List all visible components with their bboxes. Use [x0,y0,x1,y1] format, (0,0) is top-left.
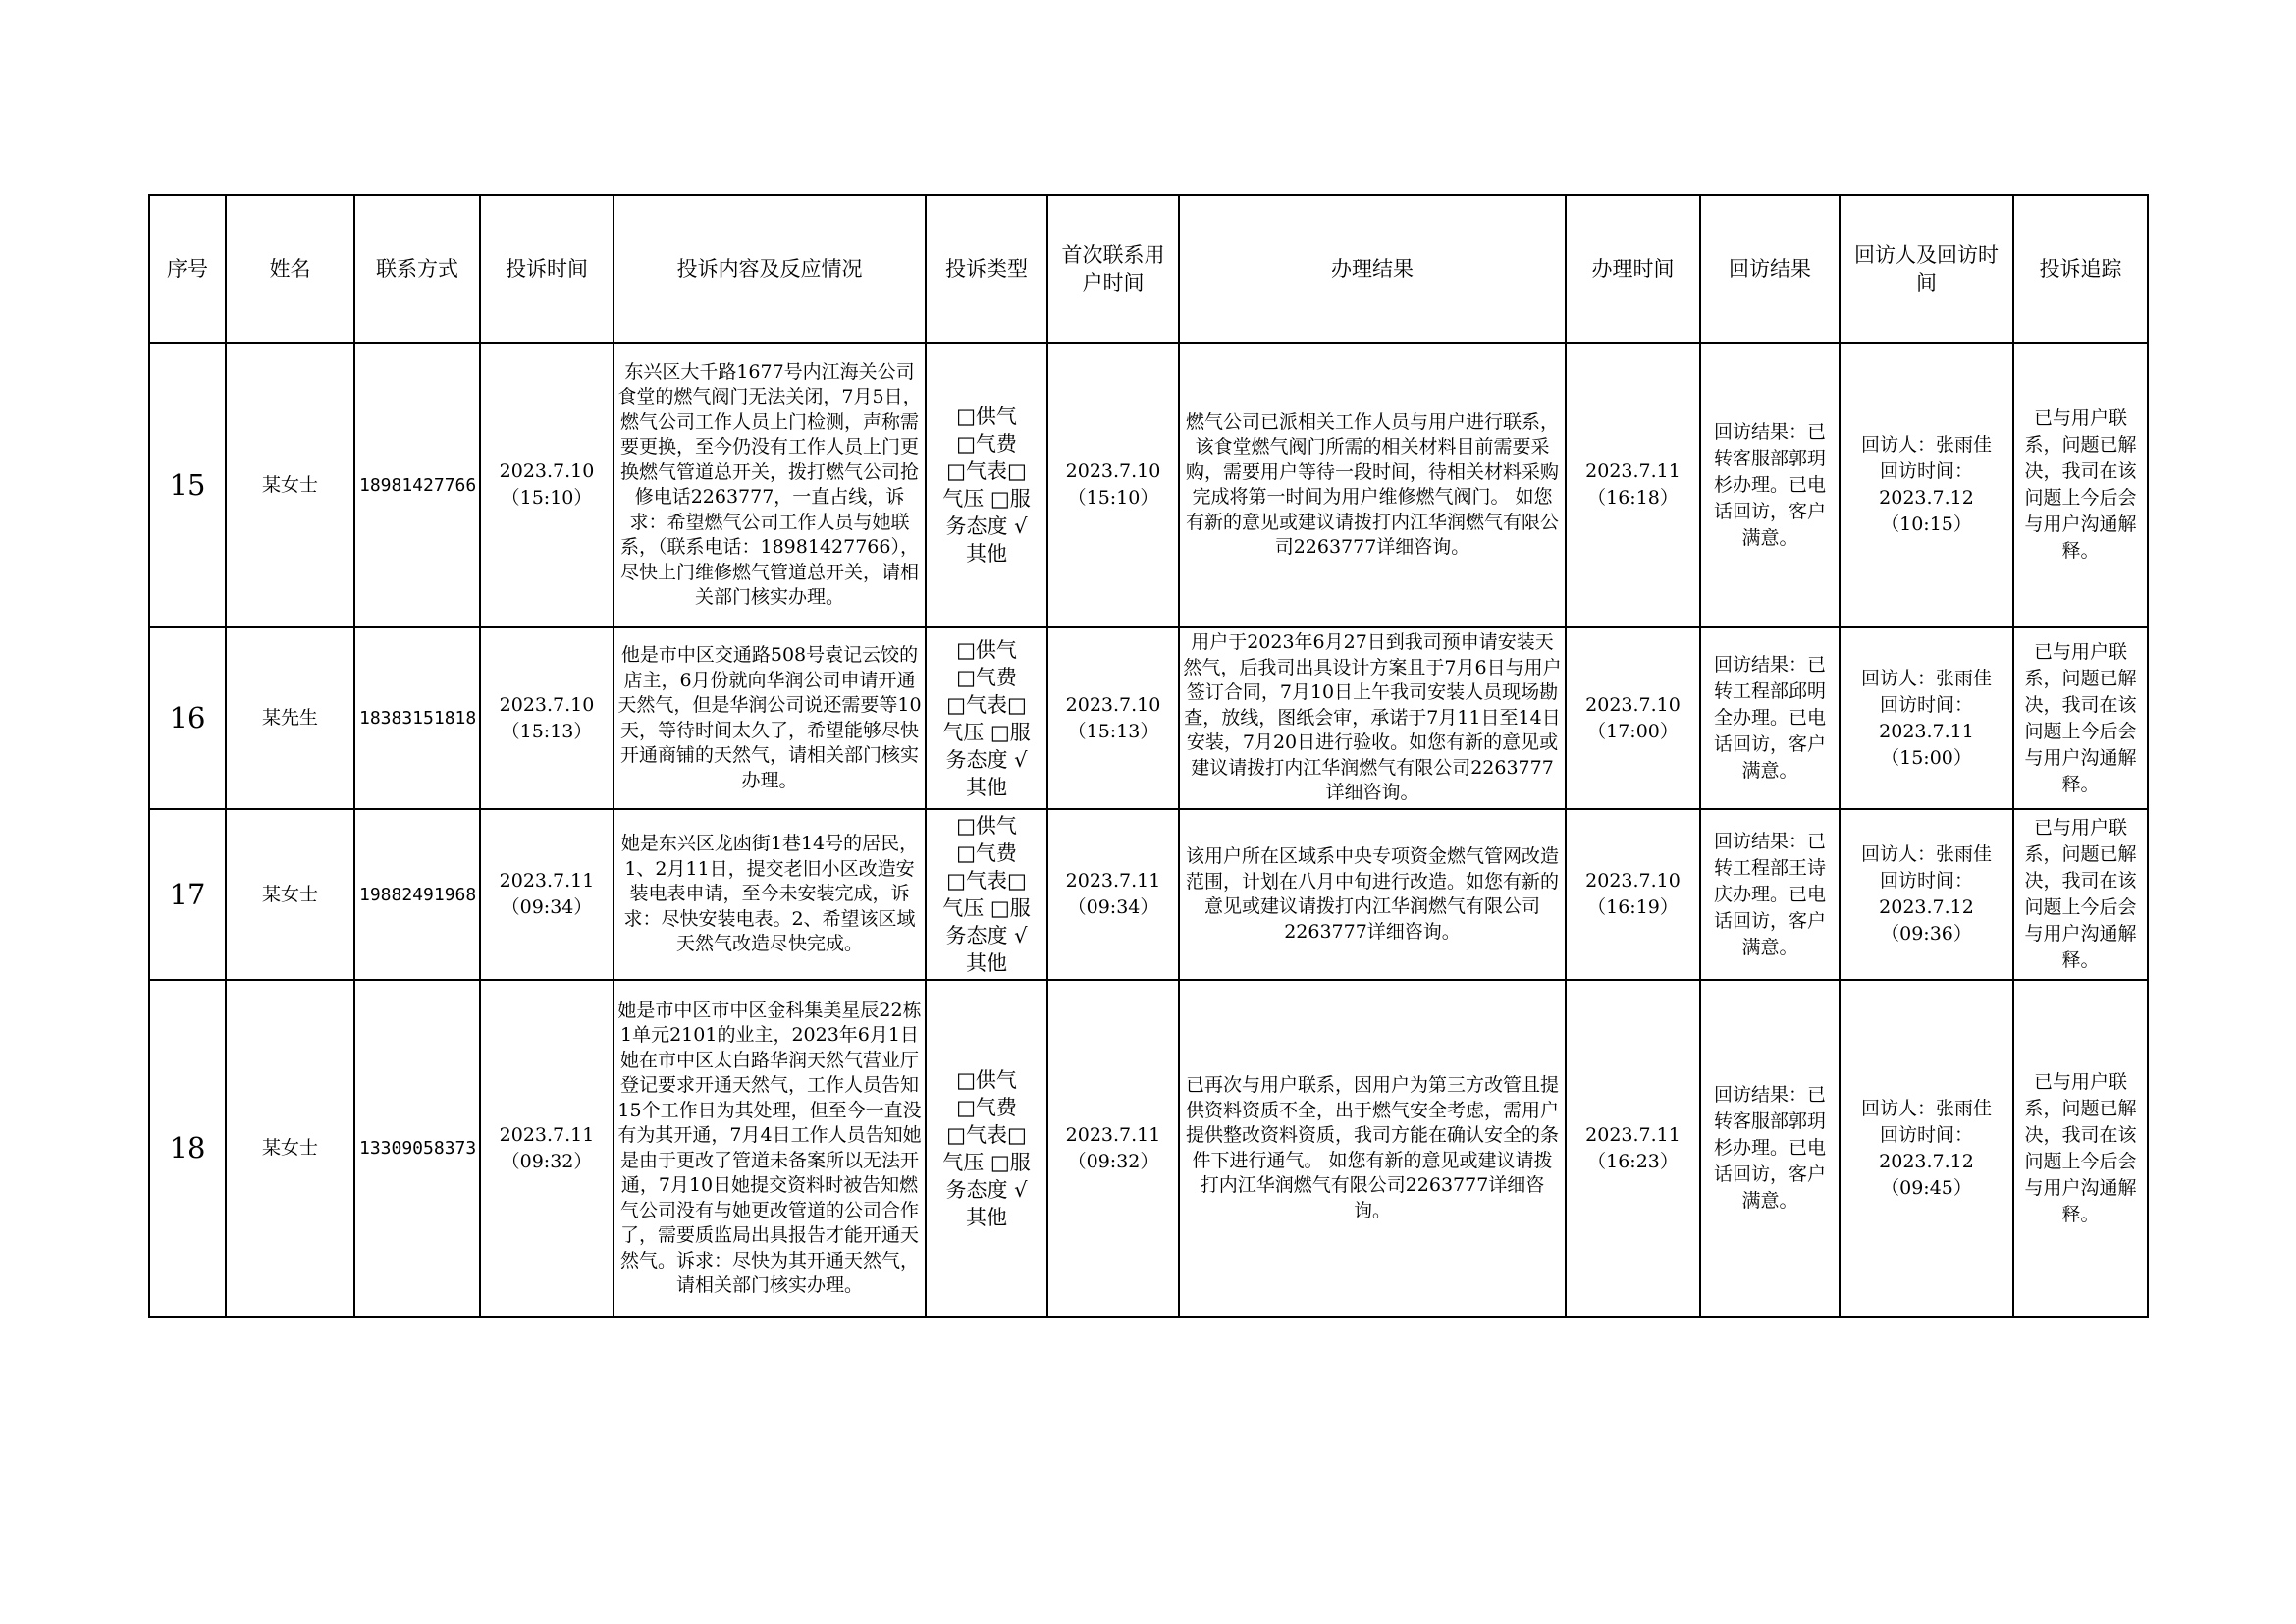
cell-visit-result: 回访结果：已转工程部邱明全办理。已电话回访，客户满意。 [1700,627,1840,809]
cell-name: 某女士 [226,809,354,980]
cell-content: 她是市中区市中区金科集美星辰22栋1单元2101的业主，2023年6月1日她在市中区太白路华润天然气营业厅登记要求开通天然气，工作人员告知15个工作日为其处理，但至今一直没有为其开通，7月4日工作人员告知她是由于更改了管道未备案所以无法开通，7月10日她提交资料时被告知燃气公司没有与她更改管道的公司合作了，需要质监局出具报告才能开通天然气。诉求：尽快为其开通天然气，请相关部门核实办理。 [614,980,926,1317]
cell-complaint-time: 2023.7.11 （09:32） [480,980,614,1317]
cell-seq: 17 [149,809,226,980]
cell-tracking: 已与用户联系，问题已解决，我司在该问题上今后会与用户沟通解释。 [2013,980,2148,1317]
cell-visitor: 回访人：张雨佳 回访时间： 2023.7.12 （09:45） [1840,980,2013,1317]
table-row [149,343,2148,627]
cell-result: 该用户所在区域系中央专项资金燃气管网改造范围，计划在八月中旬进行改造。如您有新的意见或建议请拨打内江华润燃气有限公司2263777详细咨询。 [1179,809,1566,980]
cell-handle-time: 2023.7.10 （16:19） [1566,809,1700,980]
cell-first-contact: 2023.7.11 （09:34） [1047,809,1179,980]
cell-contact: 18383151818 [354,627,480,809]
cell-seq: 16 [149,627,226,809]
cell-visit-result: 回访结果：已转客服部郭玥杉办理。已电话回访，客户满意。 [1700,980,1840,1317]
table-row [149,980,2148,1317]
cell-result: 已再次与用户联系，因用户为第三方改管且提供资料资质不全，出于燃气安全考虑，需用户提供整改资料资质，我司方能在确认安全的条件下进行通气。 如您有新的意见或建议请拨打内江华润燃气有限公司2263777详细咨询。 [1179,980,1566,1317]
cell-first-contact: 2023.7.10 （15:13） [1047,627,1179,809]
cell-first-contact: 2023.7.11 （09:32） [1047,980,1179,1317]
complaint-table [148,194,2149,1318]
cell-content: 东兴区大千路1677号内江海关公司食堂的燃气阀门无法关闭，7月5日，燃气公司工作人员上门检测，声称需要更换，至今仍没有工作人员上门更换燃气管道总开关，拨打燃气公司抢修电话2263777，一直占线，诉求：希望燃气公司工作人员与她联系，（联系电话：18981427766），尽快上门维修燃气管道总开关，请相关部门核实办理。 [614,343,926,627]
header-row [149,195,2148,343]
table-row [149,809,2148,980]
header-result: 办理结果 [1179,195,1566,343]
cell-name: 某先生 [226,627,354,809]
cell-tracking: 已与用户联系，问题已解决，我司在该问题上今后会与用户沟通解释。 [2013,627,2148,809]
header-name: 姓名 [226,195,354,343]
cell-contact: 18981427766 [354,343,480,627]
cell-complaint-time: 2023.7.10 （15:13） [480,627,614,809]
cell-handle-time: 2023.7.10 （17:00） [1566,627,1700,809]
cell-visit-result: 回访结果：已转客服部郭玥杉办理。已电话回访，客户满意。 [1700,343,1840,627]
cell-content: 他是市中区交通路508号袁记云饺的店主，6月份就向华润公司申请开通天然气，但是华润公司说还需要等10天，等待时间太久了，希望能够尽快开通商铺的天然气，请相关部门核实办理。 [614,627,926,809]
cell-tracking: 已与用户联系，问题已解决，我司在该问题上今后会与用户沟通解释。 [2013,343,2148,627]
cell-result: 燃气公司已派相关工作人员与用户进行联系，该食堂燃气阀门所需的相关材料目前需要采购，需要用户等待一段时间，待相关材料采购完成将第一时间为用户维修燃气阀门。 如您有新的意见或建议请拨打内江华润燃气有限公司2263777详细咨询。 [1179,343,1566,627]
table-row [149,627,2148,809]
cell-type: □供气 □气费 □气表□ 气压 □服 务态度 √ 其他 [926,980,1047,1317]
cell-contact: 19882491968 [354,809,480,980]
cell-first-contact: 2023.7.10 （15:10） [1047,343,1179,627]
header-visitor: 回访人及回访时间 [1840,195,2013,343]
header-first-contact: 首次联系用户时间 [1047,195,1179,343]
cell-complaint-time: 2023.7.11 （09:34） [480,809,614,980]
cell-visitor: 回访人：张雨佳 回访时间： 2023.7.12 （10:15） [1840,343,2013,627]
header-visit-result: 回访结果 [1700,195,1840,343]
cell-tracking: 已与用户联系，问题已解决，我司在该问题上今后会与用户沟通解释。 [2013,809,2148,980]
header-seq: 序号 [149,195,226,343]
cell-visit-result: 回访结果：已转工程部王诗庆办理。已电话回访，客户满意。 [1700,809,1840,980]
cell-type: □供气 □气费 □气表□ 气压 □服 务态度 √ 其他 [926,809,1047,980]
cell-result: 用户于2023年6月27日到我司预申请安装天然气，后我司出具设计方案且于7月6日与用户签订合同，7月10日上午我司安装人员现场勘查，放线，图纸会审，承诺于7月11日至14日安装，7月20日进行验收。如您有新的意见或建议请拨打内江华润燃气有限公司2263777详细咨询。 [1179,627,1566,809]
header-tracking: 投诉追踪 [2013,195,2148,343]
cell-content: 她是东兴区龙凼街1巷14号的居民，1、2月11日，提交老旧小区改造安装电表申请，至今未安装完成，诉求：尽快安装电表。2、希望该区域天然气改造尽快完成。 [614,809,926,980]
cell-contact: 13309058373 [354,980,480,1317]
header-type: 投诉类型 [926,195,1047,343]
header-handle-time: 办理时间 [1566,195,1700,343]
cell-type: □供气 □气费 □气表□ 气压 □服 务态度 √ 其他 [926,627,1047,809]
cell-name: 某女士 [226,980,354,1317]
cell-handle-time: 2023.7.11 （16:18） [1566,343,1700,627]
header-complaint-time: 投诉时间 [480,195,614,343]
cell-type: □供气 □气费 □气表□ 气压 □服 务态度 √ 其他 [926,343,1047,627]
cell-visitor: 回访人：张雨佳 回访时间： 2023.7.12 （09:36） [1840,809,2013,980]
cell-complaint-time: 2023.7.10 （15:10） [480,343,614,627]
header-contact: 联系方式 [354,195,480,343]
cell-handle-time: 2023.7.11 （16:23） [1566,980,1700,1317]
cell-seq: 15 [149,343,226,627]
header-content: 投诉内容及反应情况 [614,195,926,343]
cell-name: 某女士 [226,343,354,627]
cell-seq: 18 [149,980,226,1317]
cell-visitor: 回访人：张雨佳 回访时间： 2023.7.11 （15:00） [1840,627,2013,809]
